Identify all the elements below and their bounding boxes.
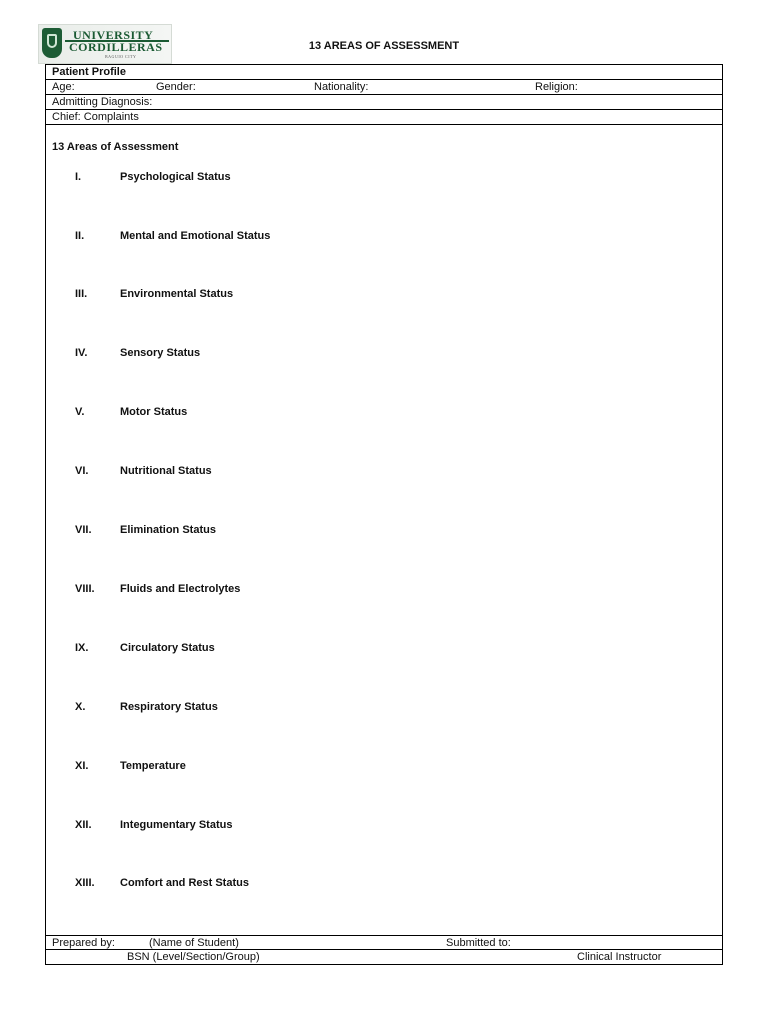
level-section-field[interactable]: BSN (Level/Section/Group) [127, 951, 260, 963]
area-number: III. [75, 288, 88, 300]
area-item [46, 760, 722, 776]
area-label: Motor Status [120, 406, 188, 418]
area-number: XI. [75, 760, 89, 772]
area-item [46, 406, 722, 422]
clinical-instructor-field[interactable]: Clinical Instructor [577, 951, 662, 963]
area-number: II. [75, 230, 85, 242]
area-number: VII. [75, 524, 92, 536]
logo-line2: CORDILLERAS [69, 40, 163, 54]
submitted-to-label: Submitted to: [446, 937, 511, 949]
area-number: X. [75, 701, 86, 713]
gender-field[interactable]: Gender: [156, 81, 196, 93]
area-item [46, 583, 722, 599]
signature-row [46, 950, 722, 965]
area-item [46, 701, 722, 717]
age-field[interactable]: Age: [52, 81, 75, 93]
area-item [46, 465, 722, 481]
section-title: 13 Areas of Assessment [52, 141, 179, 153]
area-label: Circulatory Status [120, 642, 215, 654]
area-item [46, 171, 722, 187]
chief-complaints-field[interactable]: Chief: Complaints [52, 111, 139, 123]
area-label: Psychological Status [120, 171, 231, 183]
area-item [46, 524, 722, 540]
area-number: XIII. [75, 877, 95, 889]
religion-field[interactable]: Religion: [535, 81, 578, 93]
demographics-row [46, 80, 722, 95]
area-item [46, 819, 722, 835]
prepared-by-label: Prepared by: [52, 937, 115, 949]
area-label: Temperature [120, 760, 186, 772]
area-number: XII. [75, 819, 92, 831]
assessment-form [45, 64, 723, 965]
area-number: VI. [75, 465, 89, 477]
patient-profile-row [46, 65, 722, 80]
chief-row [46, 110, 722, 125]
area-item [46, 642, 722, 658]
nationality-field[interactable]: Nationality: [314, 81, 369, 93]
area-label: Elimination Status [120, 524, 216, 536]
area-number: I. [75, 171, 82, 183]
logo-line3: BAGUIO CITY [105, 54, 137, 59]
area-item [46, 230, 722, 246]
student-name-field[interactable]: (Name of Student) [149, 937, 239, 949]
area-label: Integumentary Status [120, 819, 233, 831]
area-label: Mental and Emotional Status [120, 230, 271, 242]
area-label: Comfort and Rest Status [120, 877, 249, 889]
patient-profile-heading: Patient Profile [52, 66, 126, 78]
area-number: IX. [75, 642, 89, 654]
area-item [46, 288, 722, 304]
area-number: VIII. [75, 583, 95, 595]
document-title: 13 AREAS OF ASSESSMENT [308, 40, 460, 52]
logo-line1: UNIVERSITY [73, 28, 154, 42]
area-label: Nutritional Status [120, 465, 212, 477]
area-label: Sensory Status [120, 347, 201, 359]
area-number: V. [75, 406, 85, 418]
admitting-row [46, 95, 722, 110]
area-item [46, 877, 722, 893]
area-label: Fluids and Electrolytes [120, 583, 241, 595]
area-item [46, 347, 722, 363]
prepared-row [46, 935, 722, 950]
admitting-diagnosis-field[interactable]: Admitting Diagnosis: [52, 96, 153, 108]
area-label: Environmental Status [120, 288, 234, 300]
area-label: Respiratory Status [120, 701, 218, 713]
area-number: IV. [75, 347, 88, 359]
